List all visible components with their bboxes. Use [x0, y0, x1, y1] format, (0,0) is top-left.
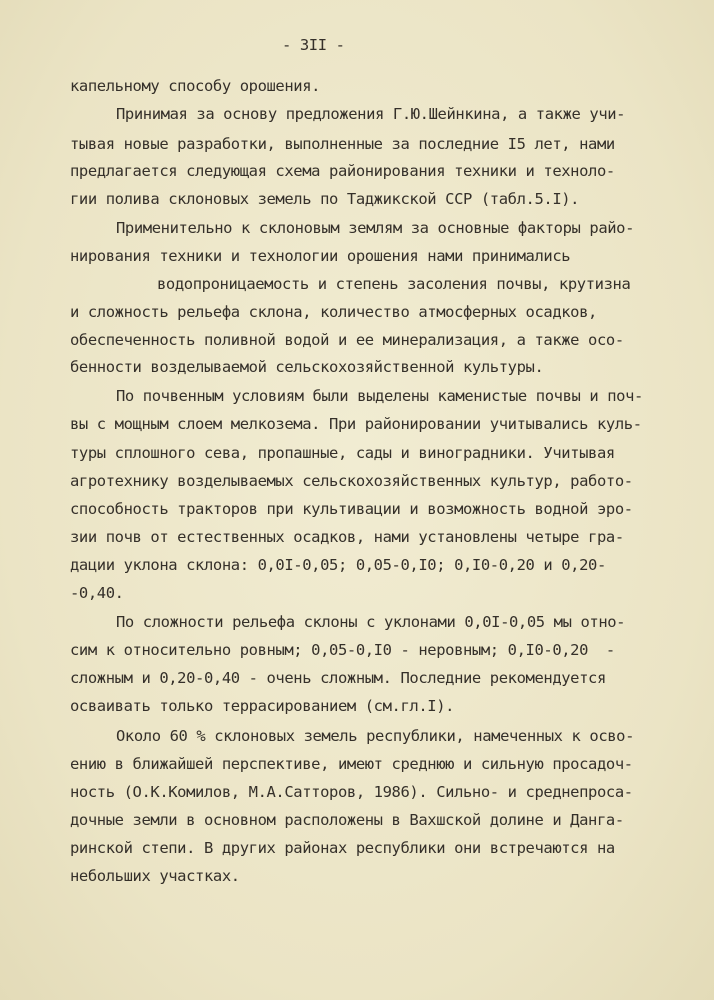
text-line: вы с мощным слоем мелкозема. При районировании учитывались куль- [70, 415, 642, 433]
text-line: зии почв от естественных осадков, нами установлены четыре гра- [70, 528, 624, 546]
text-line: обеспеченность поливной водой и ее минерализация, а также осо- [70, 331, 624, 349]
text-line: ринской степи. В других районах республики они встречаются на [70, 839, 615, 857]
text-line: туры сплошного сева, пропашные, сады и виноградники. Учитывая [70, 444, 615, 462]
text-line: -0,40. [70, 584, 124, 602]
text-line: сим к относительно ровным; 0,05-0,I0 - неровным; 0,I0-0,20 - [70, 641, 615, 659]
text-line: капельному способу орошения. [70, 77, 321, 95]
text-line: сложным и 0,20-0,40 - очень сложным. Последние рекомендуется [70, 669, 606, 687]
text-line: дочные земли в основном расположены в Вахшской долине и Данга- [70, 811, 624, 829]
text-line: По почвенным условиям были выделены каменистые почвы и поч- [116, 387, 643, 405]
text-line: предлагается следующая схема районирования техники и техноло- [70, 162, 615, 180]
text-line: водопроницаемость и степень засоления почвы, крутизна [157, 275, 631, 293]
text-line: агротехнику возделываемых сельскохозяйственных культур, работо- [70, 472, 633, 490]
text-line: Применительно к склоновым землям за основные факторы райо- [116, 219, 635, 237]
text-line: осваивать только террасированием (см.гл.I). [70, 697, 455, 715]
text-line: бенности возделываемой сельскохозяйственной культуры. [70, 358, 544, 376]
text-line: небольших участках. [70, 867, 240, 885]
text-line: и сложность рельефа склона, количество атмосферных осадков, [70, 303, 597, 321]
text-line: Принимая за основу предложения Г.Ю.Шейнкина, а также учи- [116, 105, 626, 123]
text-line: ению в ближайшей перспективе, имеют среднюю и сильную просадоч- [70, 755, 633, 773]
text-line: тывая новые разработки, выполненные за последние I5 лет, нами [70, 135, 615, 153]
text-line: ность (О.К.Комилов, М.А.Сатторов, 1986). Сильно- и среднепроса- [70, 783, 633, 801]
text-line: дации уклона склона: 0,0I-0,05; 0,05-0,I0; 0,I0-0,20 и 0,20- [70, 556, 606, 574]
text-line: способность тракторов при культивации и возможность водной эро- [70, 500, 633, 518]
text-line: По сложности рельефа склоны с уклонами 0,0I-0,05 мы отно- [116, 613, 626, 631]
text-line: гии полива склоновых земель по Таджикской ССР (табл.5.I). [70, 190, 580, 208]
text-line: нирования техники и технологии орошения нами принимались [70, 247, 571, 265]
text-line: Около 60 % склоновых земель республики, намеченных к осво- [116, 727, 635, 745]
page-number: - 3II - [282, 36, 345, 54]
